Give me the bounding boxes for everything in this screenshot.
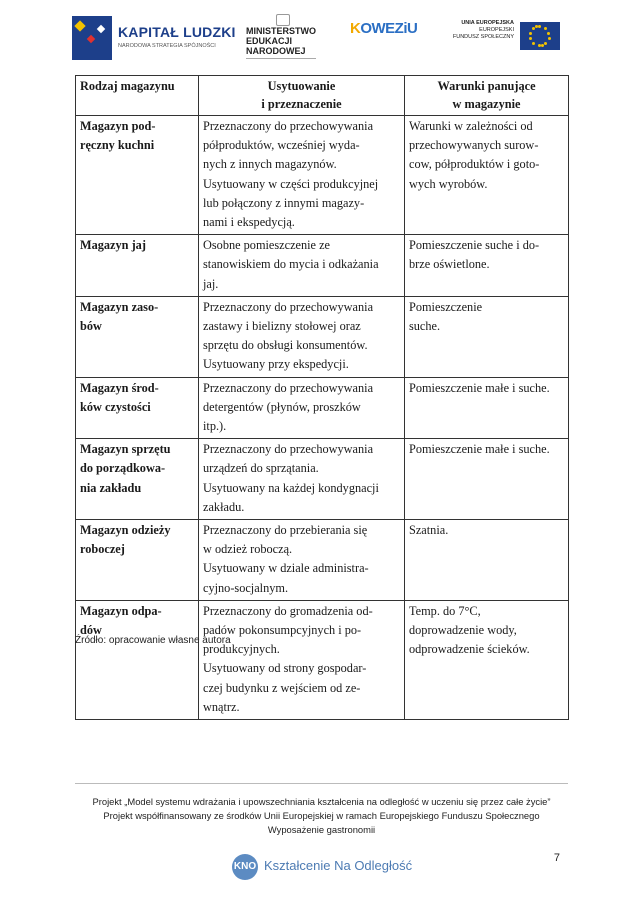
ministry-logo xyxy=(246,14,326,64)
kapital-ludzki-logo xyxy=(72,16,236,60)
ministry-divider xyxy=(246,58,316,59)
warehouse-conditions: Temp. do 7°C, doprowadzenie wody, odprowadzenie ścieków. xyxy=(405,600,569,719)
table-row xyxy=(76,439,569,520)
warehouse-location: Przeznaczony do przechowywania zastawy i bielizny stołowej oraz sprzętu do obsługi konsumentów. Usytuowany przy ekspedycji. xyxy=(199,296,405,377)
page-header xyxy=(0,8,638,70)
warehouse-location: Przeznaczony do przebierania się w odzież roboczą. Usytuowany w dziale administra- cyjno-socjalnym. xyxy=(199,520,405,601)
kapital-ludzki-subtitle: NARODOWA STRATEGIA SPÓJNOŚCI xyxy=(118,43,216,49)
table-row xyxy=(76,377,569,439)
warehouse-name: Magazyn jaj xyxy=(76,235,199,297)
eu-line-1: UNIA EUROPEJSKA xyxy=(461,20,514,26)
kapital-ludzki-title: KAPITAŁ LUDZKI xyxy=(118,24,236,40)
warehouse-name: Magazyn sprzętu do porządkowa- nia zakładu xyxy=(76,439,199,520)
table-row xyxy=(76,296,569,377)
page-number: 7 xyxy=(553,852,560,864)
warehouse-name: Magazyn środ- ków czystości xyxy=(76,377,199,439)
ministry-line-2: EDUKACJI xyxy=(246,36,293,46)
header-location-purpose: Usytuowanie i przeznaczenie xyxy=(199,76,405,116)
ministry-line-1: MINISTERSTWO xyxy=(246,26,316,36)
eu-line-3: FUNDUSZ SPOŁECZNY xyxy=(452,34,514,40)
warehouse-name: Magazyn pod- ręczny kuchni xyxy=(76,116,199,235)
kowezu-name-b: OWEZiU xyxy=(360,20,418,37)
table-header-row xyxy=(76,76,569,116)
kowezu-logo xyxy=(350,20,430,60)
table-source-note: Źródło: opracowanie własne autora xyxy=(75,635,231,646)
table-row xyxy=(76,235,569,297)
warehouse-conditions: Pomieszczenie suche i do- brze oświetlone. xyxy=(405,235,569,297)
eu-flag-icon xyxy=(520,22,560,50)
warehouse-conditions: Szatnia. xyxy=(405,520,569,601)
warehouse-conditions: Warunki w zależności od przechowywanych surow- cow, półproduktów i goto- wych wyrobów. xyxy=(405,116,569,235)
header-warehouse-type: Rodzaj magazynu xyxy=(76,76,199,116)
footer-project-title: Projekt „Model systemu wdrażania i upowszechniania kształcenia na odległość w uczeniu się przez całe życie” xyxy=(92,796,551,807)
ksztalcenie-logo xyxy=(232,854,412,884)
warehouse-name: Magazyn zaso- bów xyxy=(76,296,199,377)
ksztalcenie-logo-text: Kształcenie Na Odległość xyxy=(264,858,413,873)
warehouse-conditions: Pomieszczenie małe i suche. xyxy=(405,377,569,439)
warehouse-conditions: Pomieszczenie małe i suche. xyxy=(405,439,569,520)
kowezu-name-a: K xyxy=(350,20,361,37)
warehouse-location: Przeznaczony do gromadzenia od- padów pokonsumpcyjnych i po- produkcyjnych. Usytuowany od strony gospodar- czej budynku z wejściem od ze- wnątrz. xyxy=(199,600,405,719)
table-row xyxy=(76,600,569,719)
warehouse-location: Przeznaczony do przechowywania urządzeń do sprzątania. Usytuowany na każdej kondygnacji zakładu. xyxy=(199,439,405,520)
table-row xyxy=(76,116,569,235)
eagle-icon xyxy=(276,14,290,26)
footer-divider xyxy=(75,783,568,784)
eu-logo xyxy=(450,20,562,60)
ministry-line-3: NARODOWEJ xyxy=(246,46,306,56)
footer-document-title: Wyposażenie gastronomii xyxy=(267,824,376,835)
warehouse-location: Przeznaczony do przechowywania detergentów (płynów, proszków itp.). xyxy=(199,377,405,439)
footer-funding-note: Projekt współfinansowany ze środków Unii Europejskiej w ramach Europejskiego Funduszu Społecznego xyxy=(103,810,540,821)
kno-emblem-icon: KNO xyxy=(232,854,258,880)
warehouse-conditions: Pomieszczenie suche. xyxy=(405,296,569,377)
warehouse-location: Przeznaczony do przechowywania półproduktów, wcześniej wyda- nych z innych magazynów. Usytuowany w części produkcyjnej lub połączony z innymi magazy- nami i ekspedycją. xyxy=(199,116,405,235)
page-footer xyxy=(75,795,568,837)
kapital-ludzki-emblem-icon xyxy=(72,16,112,60)
warehouse-table xyxy=(75,75,569,720)
warehouse-location: Osobne pomieszczenie ze stanowiskiem do mycia i odkażania jaj. xyxy=(199,235,405,297)
table-row xyxy=(76,520,569,601)
eu-line-2: EUROPEJSKI xyxy=(479,27,514,33)
warehouse-name: Magazyn odpa- dów xyxy=(76,600,199,719)
header-conditions: Warunki panujące w magazynie xyxy=(405,76,569,116)
kowezu-subtitle-graphic xyxy=(350,39,430,44)
warehouse-name: Magazyn odzieży roboczej xyxy=(76,520,199,601)
